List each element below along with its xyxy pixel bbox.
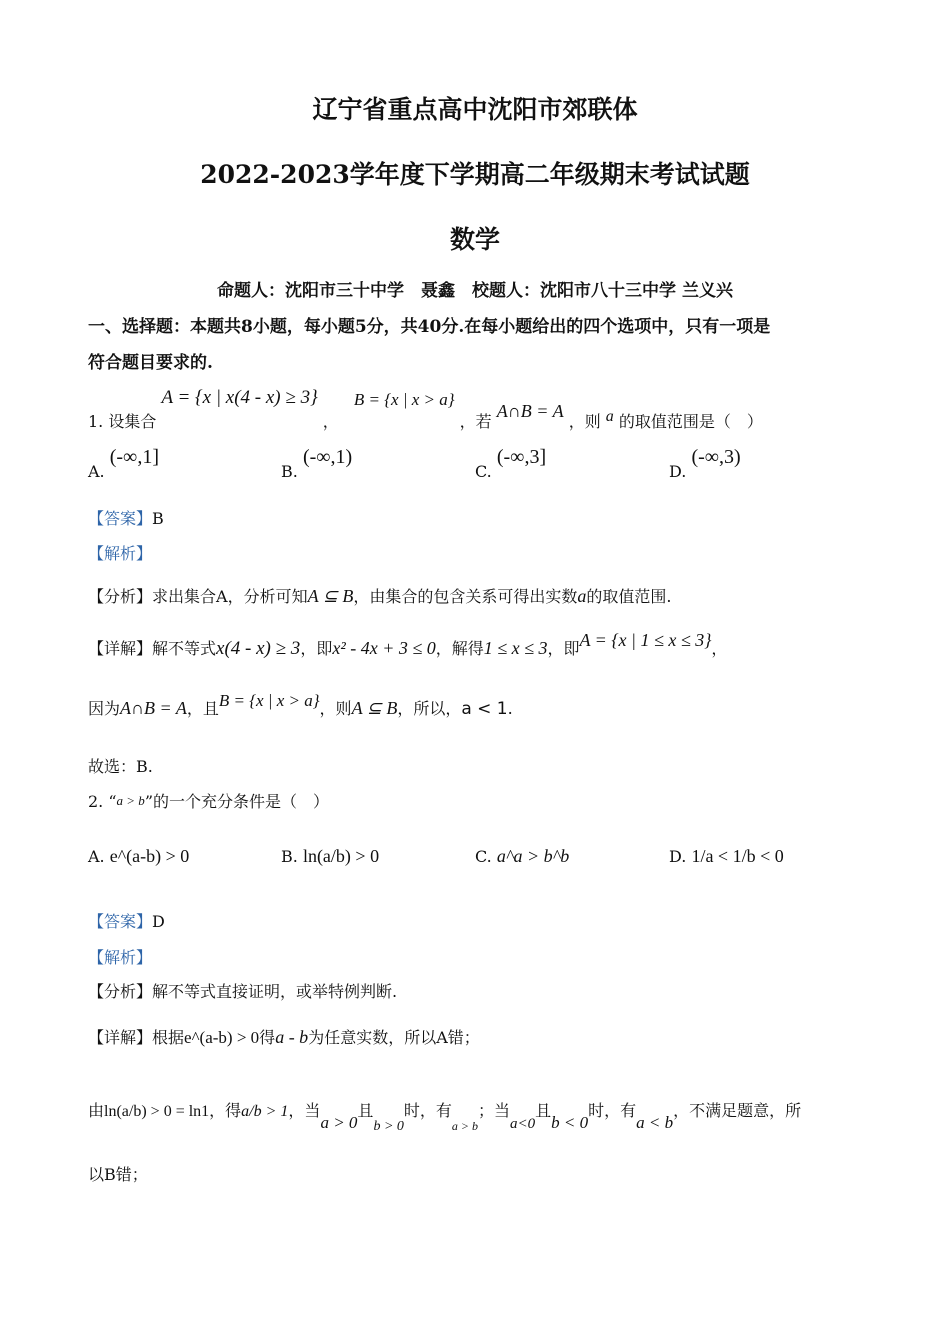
q2-detail2-t3: ，当	[288, 1101, 321, 1120]
q2-detail-line2	[88, 1098, 878, 1134]
q1-stem	[88, 385, 763, 431]
q1-detail2-t4: ，所以，	[397, 699, 462, 718]
doc-title-line2: 2022-2023学年度下学期高二年级期末考试试题	[200, 160, 750, 189]
doc-subject: 数学	[449, 225, 500, 254]
q2-detail2-t8: 时，有	[588, 1101, 637, 1120]
section-heading-line2: 符合题目要求的.	[88, 353, 213, 373]
q1-fenxi-text1: 求出集合A，分析可知	[152, 587, 308, 606]
q1-option-d-label: D.	[669, 462, 687, 481]
q2-stem-math: a > b	[116, 793, 145, 808]
q2-option-c-label: C.	[475, 847, 492, 866]
q2-detail-tag: 【详解】	[88, 1028, 153, 1047]
q1-option-d[interactable]	[669, 446, 741, 481]
q2-option-c[interactable]	[475, 846, 569, 867]
q1-detail1-m1: x(4 - x) ≥ 3	[216, 638, 301, 659]
q1-option-a-label: A.	[88, 462, 105, 481]
q1-set-a: A = {x | x(4 - x) ≥ 3}	[161, 387, 318, 408]
q1-option-c-label: C.	[475, 462, 492, 481]
section-heading-line1: 一、选择题：本题共8小题，每小题5分，共40分.在每小题给出的四个选项中，只有一项是	[88, 317, 771, 337]
q1-answer	[88, 506, 164, 529]
q1-detail-line2	[88, 691, 513, 719]
q2-analysis-tag: 【解析】	[88, 948, 153, 967]
q1-option-d-value: (-∞,3)	[691, 446, 741, 468]
q1-detail1-t4: ，即	[547, 639, 580, 658]
q1-option-a-value: (-∞,1]	[109, 446, 159, 468]
q1-detail1-m3: 1 ≤ x ≤ 3	[483, 638, 548, 658]
q1-analysis-tag: 【解析】	[88, 544, 153, 563]
q1-fenxi-text3: 的取值范围.	[586, 587, 672, 606]
q1-option-b-label: B.	[281, 462, 298, 481]
doc-authors: 命题人：沈阳市三十中学 聂鑫 校题人：沈阳市八十三中学 兰义兴	[217, 281, 733, 301]
q2-detail1-t2: 得	[259, 1028, 276, 1047]
q2-option-a-value: e^(a-b) > 0	[109, 846, 190, 866]
q1-detail1-m2: x² - 4x + 3 ≤ 0	[332, 638, 436, 658]
q2-option-d-value: 1/a < 1/b < 0	[691, 846, 784, 866]
q1-detail2-m1: A∩B = A	[120, 698, 187, 718]
q1-detail-line1	[88, 630, 728, 660]
q1-sep: ，	[322, 412, 339, 431]
q2-stem-t1: 2. “	[88, 792, 117, 811]
q1-option-a[interactable]	[88, 446, 159, 481]
q1-detail1-t3: ，解得	[435, 639, 484, 658]
q2-fenxi	[88, 979, 397, 1002]
q2-option-b[interactable]	[281, 846, 379, 867]
q2-detail2-m1: ln(a/b) > 0 = ln1	[104, 1103, 210, 1120]
q1-fenxi-text2: ，由集合的包含关系可得出实数	[353, 587, 578, 606]
q2-detail1-m2: a - b	[275, 1027, 309, 1047]
q1-detail2-m3: A ⊆ B	[351, 698, 398, 718]
q1-option-c[interactable]	[475, 446, 547, 481]
q1-option-c-value: (-∞,3]	[496, 446, 547, 468]
q1-set-b: B = {x | x > a}	[353, 390, 455, 409]
q2-stem-t2: ”的一个充分条件是（ ）	[144, 792, 329, 811]
q1-detail2-m2: B = {x | x > a}	[218, 691, 320, 710]
q2-detail2-t7: 且	[535, 1101, 552, 1120]
q1-tail-pre: ，则	[568, 412, 601, 431]
q2-option-b-value: ln(a/b) > 0	[302, 846, 380, 866]
q2-detail1-t1: 根据	[152, 1028, 185, 1047]
q2-detail1-m1: e^(a-b) > 0	[184, 1028, 260, 1047]
q1-fenxi-tag: 【分析】	[88, 587, 153, 606]
q2-stem	[88, 789, 329, 812]
q2-answer-value: D	[152, 912, 165, 931]
q2-option-b-label: B.	[281, 847, 298, 866]
q1-detail-tag: 【详解】	[88, 639, 153, 658]
q1-answer-tag: 【答案】	[88, 509, 153, 528]
q1-detail1-t2: ，即	[300, 639, 333, 658]
doc-title-line1: 辽宁省重点高中沈阳市郊联体	[312, 95, 638, 124]
q1-fenxi-math2: a	[577, 586, 587, 606]
q1-detail1-t1: 解不等式	[152, 639, 217, 658]
q2-detail2-t9: ，不满足题意，所	[673, 1101, 802, 1120]
q1-detail2-t5: .	[507, 699, 513, 718]
q2-answer-tag: 【答案】	[88, 912, 153, 931]
q2-detail2-m4: b > 0	[373, 1119, 404, 1134]
q1-fenxi	[88, 584, 671, 607]
q2-detail-line1	[88, 1025, 480, 1048]
q2-fenxi-text: 解不等式直接证明，或举特例判断.	[152, 982, 398, 1001]
q2-detail2-m3: a > 0	[320, 1113, 358, 1132]
q1-answer-value: B	[152, 509, 164, 528]
q1-prefix: 1. 设集合	[88, 412, 157, 431]
q2-detail2-m6: a<0	[510, 1116, 536, 1132]
q2-detail2-m7: b < 0	[551, 1113, 589, 1132]
q2-detail2-m5: a > b	[451, 1119, 479, 1133]
q2-detail2-t4: 且	[357, 1101, 374, 1120]
q1-detail2-t3: ，则	[319, 699, 352, 718]
q2-option-c-value: a^a > b^b	[496, 846, 570, 866]
q1-condition: A∩B = A	[496, 401, 564, 421]
q1-fenxi-math1: A ⊆ B	[307, 586, 354, 606]
q1-var: a	[605, 408, 614, 425]
q1-detail1-m4: A = {x | 1 ≤ x ≤ 3}	[579, 630, 712, 650]
q1-option-b[interactable]	[281, 446, 353, 481]
q2-fenxi-tag: 【分析】	[88, 982, 153, 1001]
q1-detail2-t1: 因为	[88, 699, 121, 718]
q2-detail2-t2: ，得	[209, 1101, 242, 1120]
q2-detail2-t1: 由	[88, 1101, 105, 1120]
q2-option-d-label: D.	[669, 847, 687, 866]
q2-answer	[88, 909, 165, 932]
q1-tail: 的取值范围是（ ）	[618, 412, 763, 431]
q2-option-a-label: A.	[88, 847, 105, 866]
q2-detail2-t5: 时，有	[403, 1101, 452, 1120]
q2-option-a[interactable]	[88, 846, 189, 867]
q1-conclusion: 故选：B.	[88, 757, 153, 776]
q2-detail2-m2: a/b > 1	[241, 1103, 289, 1120]
q2-detail1-t3: 为任意实数，所以A错；	[308, 1028, 480, 1047]
q2-detail-line3: 以B错；	[88, 1165, 148, 1184]
q2-detail2-t6: ；当	[478, 1101, 511, 1120]
q1-option-b-value: (-∞,1)	[302, 446, 353, 468]
q1-cond-pre: ，若	[459, 412, 492, 431]
q1-detail2-t2: ，且	[186, 699, 219, 718]
q1-detail2-m4: a < 1	[461, 699, 508, 719]
q2-detail2-m8: a < b	[636, 1113, 674, 1132]
q1-detail1-t5: ，	[711, 639, 728, 658]
q2-option-d[interactable]	[669, 846, 784, 867]
